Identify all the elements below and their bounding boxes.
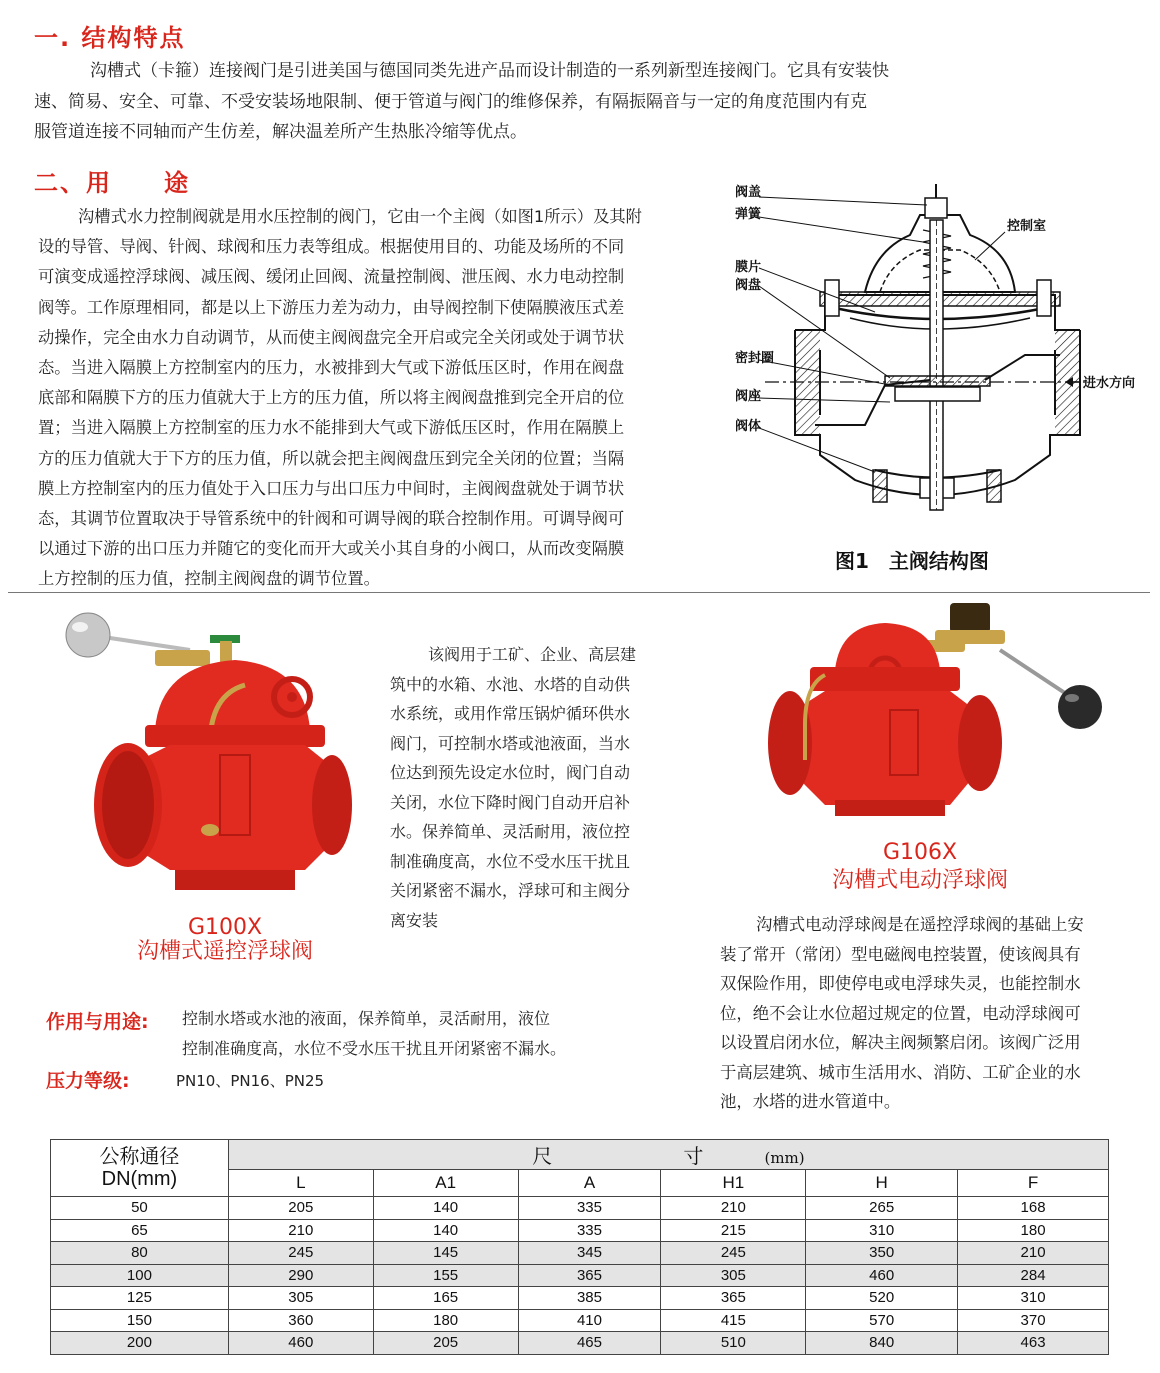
dim-label-1: 尺 xyxy=(532,1146,553,1168)
table-cell: 305 xyxy=(228,1287,373,1310)
col-header: H xyxy=(806,1170,958,1197)
use-line: 控制准确度高，水位不受水压干扰且开闭紧密不漏水。 xyxy=(182,1038,567,1058)
table-cell: 345 xyxy=(518,1242,661,1265)
table-cell: 840 xyxy=(806,1332,958,1355)
table-cell: 510 xyxy=(661,1332,806,1355)
table-cell: 310 xyxy=(958,1287,1109,1310)
product2-desc-line: 以设置启闭水位，解决主阀频繁启闭。该阀广泛用 xyxy=(720,1033,1081,1052)
product1-desc-line: 水。保养简单、灵活耐用，液位控 xyxy=(390,822,631,841)
table-cell: 310 xyxy=(806,1219,958,1242)
product-g106x-image xyxy=(765,595,1120,835)
dn-label-2: DN(mm) xyxy=(101,1168,178,1190)
product2-desc-line: 于高层建筑、城市生活用水、消防、工矿企业的水 xyxy=(720,1062,1081,1082)
table-cell: 65 xyxy=(51,1219,229,1242)
table-row xyxy=(51,1197,1109,1220)
diagram-caption: 图1 主阀结构图 xyxy=(835,549,989,573)
product2-desc-line: 位，绝不会让水位超过规定的位置，电动浮球阀可 xyxy=(720,1003,1081,1023)
section1-line: 服管道连接不同轴而产生仿差，解决温差所产生热胀冷缩等优点。 xyxy=(34,122,527,142)
table-cell: 205 xyxy=(228,1197,373,1220)
section-divider xyxy=(8,592,1150,593)
product2-description xyxy=(720,910,1120,1117)
product1-description xyxy=(390,640,680,935)
product1-desc-line: 离安装 xyxy=(390,910,439,930)
table-cell: 245 xyxy=(228,1242,373,1265)
table-cell: 410 xyxy=(518,1309,661,1332)
table-cell: 150 xyxy=(51,1309,229,1332)
table-cell: 365 xyxy=(518,1264,661,1287)
section1-heading: 一. 结构特点 xyxy=(34,24,186,52)
table-cell: 460 xyxy=(228,1332,373,1355)
table-row xyxy=(51,1242,1109,1265)
table-cell: 50 xyxy=(51,1197,229,1220)
table-cell: 460 xyxy=(806,1264,958,1287)
dim-label-2: 寸 xyxy=(683,1146,704,1168)
label-disc: 阀盘 xyxy=(735,278,762,293)
product1-desc-line: 关闭，水位下降时阀门自动开启补 xyxy=(390,792,631,812)
table-cell: 168 xyxy=(958,1197,1109,1220)
table-cell: 335 xyxy=(518,1219,661,1242)
table-cell: 140 xyxy=(373,1219,518,1242)
col-header: H1 xyxy=(661,1170,806,1197)
pressure-value: PN10、PN16、PN25 xyxy=(176,1072,325,1090)
product1-desc-line: 位达到预先设定水位时，阀门自动 xyxy=(390,763,631,782)
label-seal: 密封圈 xyxy=(735,351,775,366)
product2-desc-line: 沟槽式电动浮球阀是在遥控浮球阀的基础上安 xyxy=(756,915,1084,934)
section2-line: 设的导管、导阀、针阀、球阀和压力表等组成。根据使用目的、功能及场所的不同 xyxy=(38,237,625,257)
table-cell: 290 xyxy=(228,1264,373,1287)
table-cell: 570 xyxy=(806,1309,958,1332)
table-cell: 210 xyxy=(228,1219,373,1242)
col-header: A xyxy=(518,1170,661,1197)
section2-heading: 二、用 途 xyxy=(34,169,190,197)
section2-line: 动操作，完全由水力自动调节，从而使主阀阀盘完全开启或完全关闭或处于调节状 xyxy=(38,327,625,347)
section2-line: 置；当进入隔膜上方控制室的压力水不能排到大气或下游低压区时，作用在隔膜上 xyxy=(38,418,625,438)
label-seat: 阀座 xyxy=(735,389,762,404)
table-cell: 245 xyxy=(661,1242,806,1265)
product2-desc-line: 装了常开（常闭）型电磁阀电控装置，使该阀具有 xyxy=(720,944,1081,964)
label-body: 阀体 xyxy=(735,419,762,434)
product1-desc-line: 该阀用于工矿、企业、高层建 xyxy=(428,645,637,664)
col-header: L xyxy=(228,1170,373,1197)
table-row xyxy=(51,1332,1109,1355)
section2-line: 沟槽式水力控制阀就是用水压控制的阀门，它由一个主阀（如图1所示）及其附 xyxy=(78,207,642,226)
section2-line: 方的压力值就大于下方的压力值，所以就会把主阀阀盘压到完全关闭的位置；当隔 xyxy=(38,448,625,468)
dim-unit: (mm) xyxy=(764,1149,805,1167)
table-cell: 415 xyxy=(661,1309,806,1332)
table-cell: 145 xyxy=(373,1242,518,1265)
product2-model: G106X xyxy=(882,840,958,865)
table-row xyxy=(51,1309,1109,1332)
section1-line: 沟槽式（卡箍）连接阀门是引进美国与德国同类先进产品而设计制造的一系列新型连接阀门。它具有安装快 xyxy=(90,61,889,81)
section2-line: 阀等。工作原理相同，都是以上下游压力差为动力，由导阀控制下使隔膜液压式差 xyxy=(38,297,625,317)
section2-line: 以通过下游的出口压力并随它的变化而开大或关小其自身的小阀口，从而改变隔膜 xyxy=(38,539,625,559)
product1-desc-line: 制准确度高，水位不受水压干扰且 xyxy=(390,851,631,871)
label-membrane: 膜片 xyxy=(735,260,762,275)
product1-name: 沟槽式遥控浮球阀 xyxy=(136,939,313,964)
table-cell: 370 xyxy=(958,1309,1109,1332)
dimension-header xyxy=(228,1140,1108,1170)
valve-seat xyxy=(895,387,980,401)
product2-desc-line: 双保险作用，即使停电或电浮球失灵，也能控制水 xyxy=(720,974,1081,993)
table-cell: 180 xyxy=(373,1309,518,1332)
section1-line: 速、简易、安全、可靠、不受安装场地限制、便于管道与阀门的维修保养，有隔振隔音与一定的角度范围内有克 xyxy=(34,91,867,112)
table-cell: 155 xyxy=(373,1264,518,1287)
table-cell: 165 xyxy=(373,1287,518,1310)
section2-line: 上方控制的压力值，控制主阀阀盘的调节位置。 xyxy=(38,569,380,589)
table-row xyxy=(51,1219,1109,1242)
table-cell: 284 xyxy=(958,1264,1109,1287)
product-g100x-image xyxy=(60,605,360,910)
table-cell: 465 xyxy=(518,1332,661,1355)
table-cell: 80 xyxy=(51,1242,229,1265)
product1-desc-line: 关闭紧密不漏水，浮球可和主阀分 xyxy=(390,881,631,900)
valve-structure-diagram xyxy=(725,180,1150,540)
use-text xyxy=(182,1004,652,1063)
table-cell: 335 xyxy=(518,1197,661,1220)
label-control-room: 控制室 xyxy=(1007,219,1047,234)
table-row xyxy=(51,1287,1109,1310)
top-nut xyxy=(925,198,947,218)
section1-paragraph xyxy=(34,56,1124,148)
table-cell: 215 xyxy=(661,1219,806,1242)
table-cell: 305 xyxy=(661,1264,806,1287)
table-cell: 350 xyxy=(806,1242,958,1265)
table-cell: 520 xyxy=(806,1287,958,1310)
table-cell: 265 xyxy=(806,1197,958,1220)
table-cell: 360 xyxy=(228,1309,373,1332)
product1-desc-line: 水系统，或用作常压锅炉循环供水 xyxy=(390,704,631,723)
product1-desc-line: 阀门，可控制水塔或池液面，当水 xyxy=(390,733,631,753)
table-cell: 205 xyxy=(373,1332,518,1355)
label-cover: 阀盖 xyxy=(735,185,762,200)
valve-disc xyxy=(885,376,990,386)
section2-line: 态，其调节位置取决于导管系统中的针阀和可调导阀的联合控制作用。可调导阀可 xyxy=(38,509,625,529)
use-label: 作用与用途: xyxy=(46,1011,149,1033)
section2-line: 底部和隔膜下方的压力值就大于上方的压力值，所以将主阀阀盘推到完全开启的位 xyxy=(38,388,625,408)
table-cell: 210 xyxy=(958,1242,1109,1265)
dn-label-1: 公称通径 xyxy=(99,1146,180,1168)
table-cell: 100 xyxy=(51,1264,229,1287)
col-header: A1 xyxy=(373,1170,518,1197)
product1-model: G100X xyxy=(187,915,263,940)
product2-desc-line: 池，水塔的进水管道中。 xyxy=(720,1092,901,1111)
label-spring: 弹簧 xyxy=(735,207,762,222)
section2-paragraph xyxy=(38,202,698,595)
table-cell: 463 xyxy=(958,1332,1109,1355)
section2-line: 膜上方控制室内的压力值处于入口压力与出口压力中间时，主阀阀盘就处于调节状 xyxy=(38,478,625,498)
dn-header xyxy=(51,1140,229,1197)
table-cell: 200 xyxy=(51,1332,229,1355)
table-cell: 210 xyxy=(661,1197,806,1220)
product2-name: 沟槽式电动浮球阀 xyxy=(831,868,1008,893)
product1-desc-line: 筑中的水箱、水池、水塔的自动供 xyxy=(390,674,631,694)
float-ball-icon xyxy=(66,613,110,657)
table-row xyxy=(51,1264,1109,1287)
use-line: 控制水塔或水池的液面，保养简单，灵活耐用，液位 xyxy=(182,1009,551,1028)
col-header: F xyxy=(958,1170,1109,1197)
table-cell: 125 xyxy=(51,1287,229,1310)
label-inlet-direction: 进水方向 xyxy=(1083,376,1136,391)
dimension-table xyxy=(50,1139,1109,1355)
table-cell: 180 xyxy=(958,1219,1109,1242)
section2-line: 可演变成遥控浮球阀、减压阀、缓闭止回阀、流量控制阀、泄压阀、水力电动控制 xyxy=(38,267,625,287)
section2-line: 态。当进入隔膜上方控制室内的压力，水被排到大气或下游低压区时，作用在阀盘 xyxy=(38,358,625,378)
pressure-label: 压力等级: xyxy=(46,1070,130,1092)
float-ball-icon xyxy=(1058,685,1102,729)
table-cell: 365 xyxy=(661,1287,806,1310)
table-cell: 385 xyxy=(518,1287,661,1310)
table-cell: 140 xyxy=(373,1197,518,1220)
